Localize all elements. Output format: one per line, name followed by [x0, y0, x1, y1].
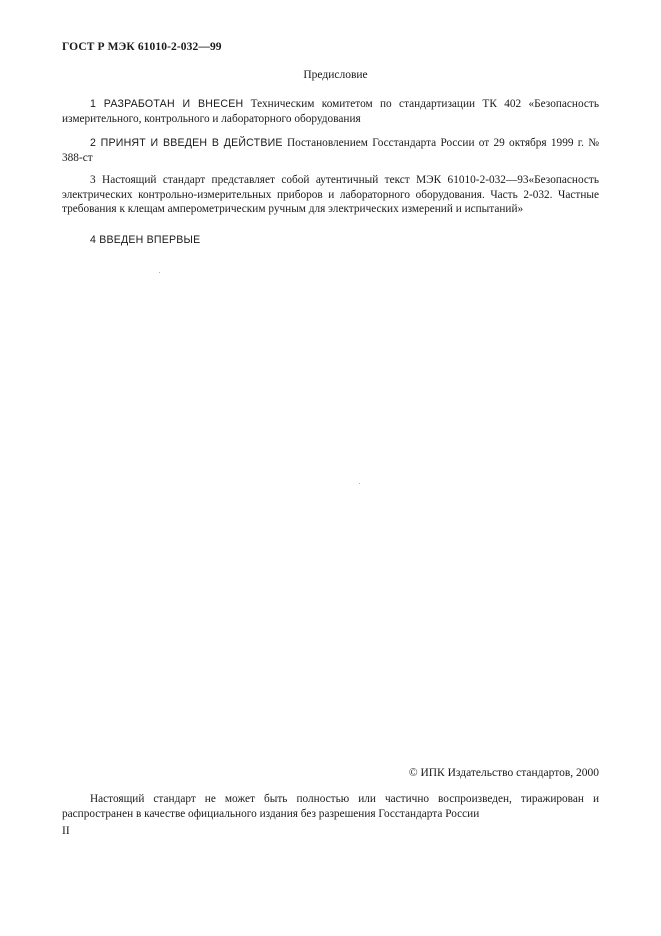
foreword-item-1-lead: 1 РАЗРАБОТАН И ВНЕСЕН	[90, 98, 244, 110]
foreword-item-2-lead: 2 ПРИНЯТ И ВВЕДЕН В ДЕЙСТВИЕ	[90, 137, 283, 149]
foreword-item-3	[62, 173, 599, 217]
copyright-line: © ИПК Издательство стандартов, 2000	[408, 767, 599, 779]
page-number: II	[62, 825, 70, 837]
foreword-item-3-text: 3 Настоящий стандарт представляет собой аутентичный текст МЭК 61010-2-032—93«Безопасность электрических контрольно-измерительных приборов и лабораторного оборудования. Часть 2-032. Частные требования к клещам амперометрическим ручным для электрических измерений и испытаний»	[62, 174, 599, 216]
foreword-item-2-text: Постановлением Госстандарта России от 29 октября 1999 г. № 388-ст	[62, 137, 599, 164]
scan-speck	[359, 483, 360, 484]
foreword-item-4	[62, 233, 599, 248]
foreword-item-1	[62, 97, 599, 126]
document-code-header: ГОСТ Р МЭК 61010-2-032—99	[62, 41, 222, 53]
foreword-item-2	[62, 136, 599, 165]
foreword-title: Предисловие	[303, 69, 368, 81]
scan-speck	[159, 272, 160, 273]
reproduction-notice: Настоящий стандарт не может быть полностью или частично воспроизведен, тиражирован и распространен в качестве официального издания без разрешения Госстандарта России	[62, 793, 599, 820]
foreword-item-1-text: Техническим комитетом по стандартизации ТК 402 «Безопасность измерительного, контрольного и лабораторного оборудования	[62, 98, 599, 125]
foreword-item-4-lead: 4 ВВЕДЕН ВПЕРВЫЕ	[90, 234, 201, 246]
